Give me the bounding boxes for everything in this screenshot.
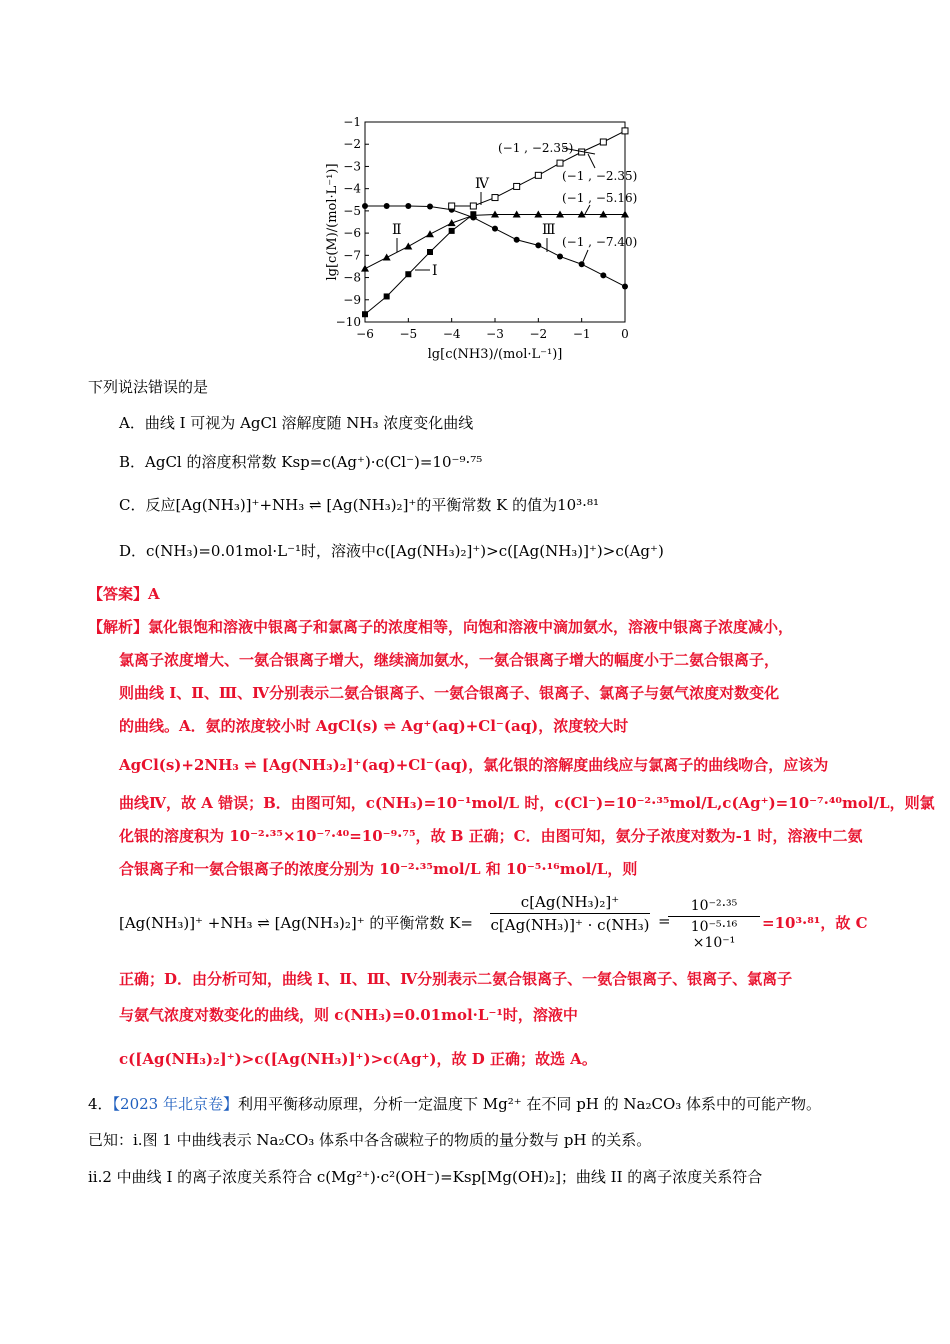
fraction-1 [490,893,650,934]
equals-sign: = [658,912,671,930]
data-point [383,254,391,261]
prompt: 下列说法错误的是 [88,378,209,396]
callout-iv-point: (−1 , −2.35) [498,141,574,155]
explanation-line-3: 则曲线 I、Ⅱ、Ⅲ、Ⅳ分别表示二氨合银离子、一氨合银离子、银离子、氯离子与氨气浓度对数变化 [119,684,780,702]
x-axis-label: lg[c(NH3)/(mol·L⁻¹)] [427,347,563,362]
callout-iii-value: (−1 , −7.40) [562,235,638,249]
question-4 [88,1093,821,1114]
x-tick-label: −3 [486,327,504,341]
fraction-2-numerator: 10⁻²·³⁵ [668,898,760,917]
data-point [405,271,411,277]
option-d: D．c(NH₃)=0.01mol·L⁻¹时，溶液中c([Ag(NH₃)₂]⁺)>c([Ag(NH₃)]⁺)>c(Ag⁺) [119,542,664,560]
data-point [514,237,520,243]
y-tick-label: −2 [343,137,361,152]
explanation-line-1: 【解析】氯化银饱和溶液中银离子和氯离子的浓度相等，向饱和溶液中滴加氨水，溶液中银离子浓度减小， [88,618,794,636]
data-point [600,272,606,278]
option-b: B．AgCl 的溶度积常数 Ksp=c(Ag⁺)·c(Cl⁻)=10⁻⁹·⁷⁵ [119,453,483,471]
data-point [557,253,563,259]
x-tick-label: −6 [356,327,374,341]
data-point [557,160,563,166]
y-tick-label: −4 [343,181,361,196]
data-point [579,261,585,267]
fraction-2 [668,898,760,951]
data-point [426,230,434,237]
callout-iv-value: (−1 , −2.35) [562,169,638,183]
explanation-line-12: c([Ag(NH₃)₂]⁺)>c([Ag(NH₃)]⁺)>c(Ag⁺)，故 D 正确；故选 A。 [119,1050,597,1068]
fraction-2-denominator: 10⁻⁵·¹⁶ ×10⁻¹ [690,919,738,951]
data-point [449,203,455,209]
callout-arrow [582,250,588,264]
explanation-line-10: 正确；D．由分析可知，曲线 I、Ⅱ、Ⅲ、Ⅳ分别表示二氨合银离子、一氨合银离子、银离子、氯离子 [119,970,793,988]
data-point [427,203,433,209]
data-point [427,249,433,255]
callout-arrow [588,154,595,168]
y-tick-label: −10 [335,315,361,329]
equilibrium-line [119,912,473,933]
curve-label-iv: Ⅳ [475,176,489,192]
data-point [470,215,476,221]
answer: 【答案】A [88,585,160,603]
curve-label-i: Ⅰ [432,263,438,279]
explanation-line-2: 氯离子浓度增大、一氨合银离子增大，继续滴加氨水，一氨合银离子增大的幅度小于二氨合银离子， [119,651,780,669]
data-point [622,128,628,134]
curve-label-iii: Ⅲ [542,222,556,238]
explanation-line-7: 化银的溶度积为 10⁻²·³⁵×10⁻⁷·⁴⁰=10⁻⁹·⁷⁵，故 B 正确；C．由图可知，氨分子浓度对数为-1 时，溶液中二氨 [119,827,863,845]
explanation-line-6: 曲线Ⅳ，故 A 错误；B．由图可知，c(NH₃)=10⁻¹mol/L 时，c(Cl⁻)=10⁻²·³⁵mol/L,c(Ag⁺)=10⁻⁷·⁴⁰mol/L，则氯 [119,794,935,812]
y-tick-label: −5 [343,203,361,218]
explanation-line-8: 合银离子和一氨合银离子的浓度分别为 10⁻²·³⁵mol/L 和 10⁻⁵·¹⁶mol/L，则 [119,860,638,878]
fraction-1-denominator: c[Ag(NH₃)]⁺ · c(NH₃) [490,916,650,934]
y-tick-label: −9 [343,292,361,307]
question-number: 4． [88,1095,113,1113]
data-point [492,226,498,232]
callout-arrow [585,205,590,214]
data-point [384,203,390,209]
fraction-1-numerator: c[Ag(NH₃)₂]⁺ [490,893,650,914]
y-tick-label: −8 [343,270,361,285]
data-point [384,293,390,299]
question-source-tag: 【2023 年北京卷】 [112,1095,238,1113]
y-tick-label: −1 [343,115,361,129]
x-tick-label: −5 [399,327,418,341]
data-point [514,183,520,189]
option-c: C．反应[Ag(NH₃)]⁺+NH₃ ⇌ [Ag(NH₃)₂]⁺的平衡常数 K 的值为10³·⁸¹ [119,496,599,514]
data-point [622,283,628,289]
x-tick-label: −1 [572,327,591,341]
data-point [405,203,411,209]
data-point [449,228,455,234]
y-tick-label: −7 [343,248,361,263]
known-condition-2: ii.2 中曲线 I 的离子浓度关系符合 c(Mg²⁺)·c²(OH⁻)=Ksp[Mg(OH)₂]；曲线 II 的离子浓度关系符合 [88,1168,763,1186]
explanation-line-4: 的曲线。A．氨的浓度较小时 AgCl(s) ⇌ Ag⁺(aq)+Cl⁻(aq)，浓度较大时 [119,717,629,735]
data-point [361,265,369,272]
explanation-line-11: 与氨气浓度对数变化的曲线，则 c(NH₃)=0.01mol·L⁻¹时，溶液中 [119,1006,578,1024]
equilibrium-result: =10³·⁸¹，故 C [762,914,868,932]
option-a: A．曲线 I 可视为 AgCl 溶解度随 NH₃ 浓度变化曲线 [119,414,474,432]
data-point [470,203,476,209]
question-text: 利用平衡移动原理，分析一定温度下 Mg²⁺ 在不同 pH 的 Na₂CO₃ 体系中的可能产物。 [238,1095,822,1113]
known-condition-1: 已知：i.图 1 中曲线表示 Na₂CO₃ 体系中各含碳粒子的物质的量分数与 pH 的关系。 [88,1131,652,1149]
explanation-line-5: AgCl(s)+2NH₃ ⇌ [Ag(NH₃)₂]⁺(aq)+Cl⁻(aq)，氯化银的溶解度曲线应与氯离子的曲线吻合，应该为 [119,756,829,774]
series-line-1 [365,214,473,314]
equilibrium-reaction: [Ag(NH₃)]⁺ +NH₃ ⇌ [Ag(NH₃)₂]⁺ 的平衡常数 K= [119,914,473,932]
x-tick-label: −4 [442,327,461,341]
callout-ii-value: (−1 , −5.16) [562,191,638,205]
data-point [535,172,541,178]
data-point [535,242,541,248]
x-tick-label: 0 [621,327,629,341]
x-tick-label: −2 [529,327,548,341]
data-point [600,139,606,145]
y-axis-label: lg[c(M)/(mol·L⁻¹)] [325,163,340,281]
data-point [362,203,368,209]
curve-label-ii: Ⅱ [392,222,402,238]
data-point [492,195,498,201]
y-tick-label: −3 [343,159,361,174]
data-point [362,311,368,317]
concentration-chart [320,110,650,370]
data-point [404,242,412,249]
y-tick-label: −6 [343,226,361,241]
